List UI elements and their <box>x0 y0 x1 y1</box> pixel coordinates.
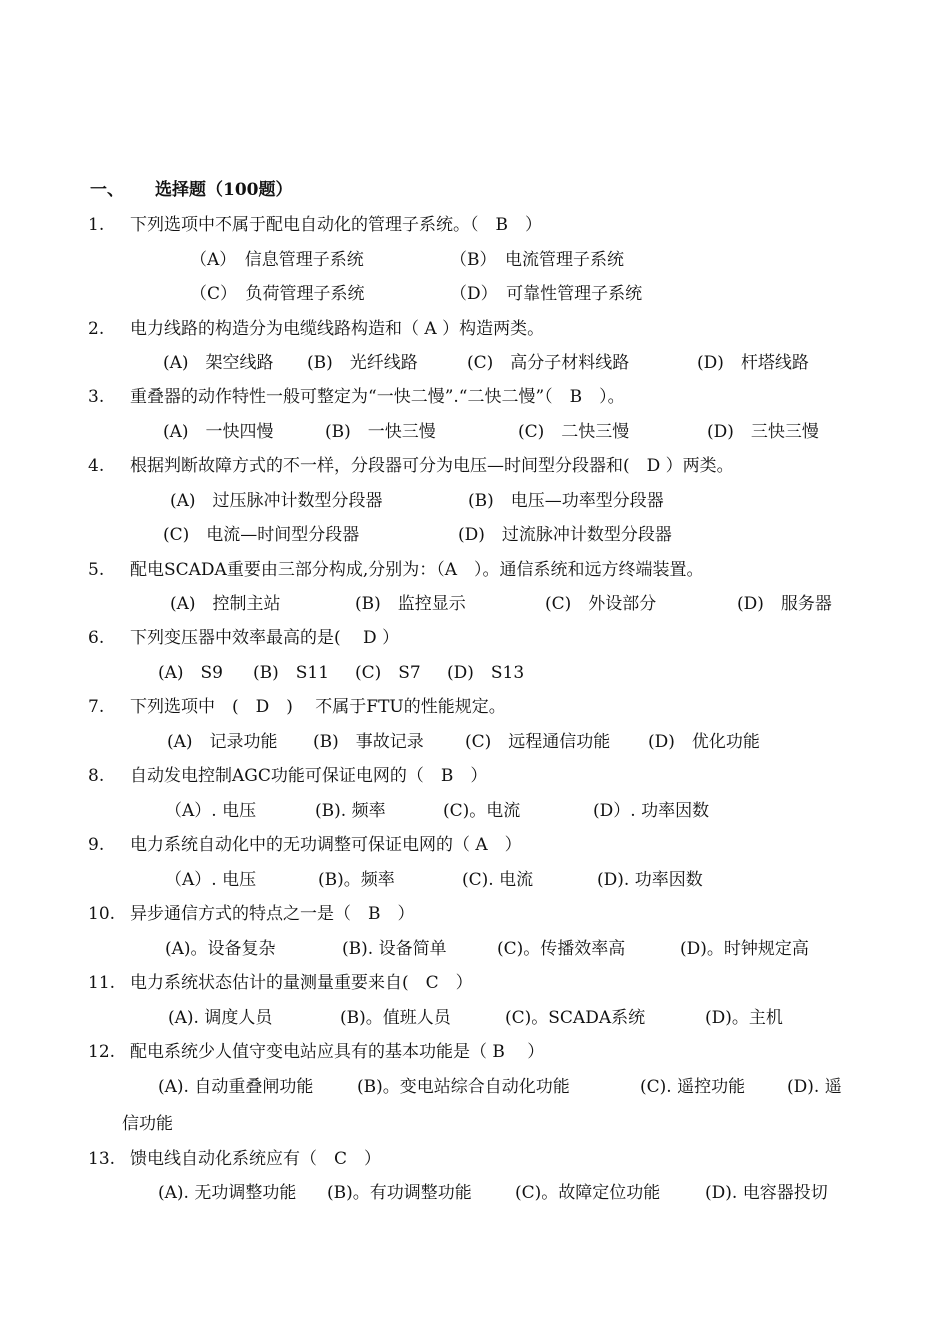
option-b: (B) 光纤线路 <box>307 353 418 373</box>
option-c: （C） 负荷管理子系统 <box>190 284 365 304</box>
option-a: (A). 调度人员 <box>168 1008 273 1028</box>
option-d: (D) 杆塔线路 <box>697 353 809 373</box>
question-text: 配电SCADA重要由三部分构成,分别为：（A ）。通信系统和远方终端装置。 <box>130 560 704 580</box>
option-c: (C) 二快三慢 <box>518 422 630 442</box>
option-d: (D) 三快三慢 <box>707 422 819 442</box>
option-d: (D). 电容器投切 <box>705 1183 828 1203</box>
option-a: (A) S9 <box>158 663 224 683</box>
option-continuation: 信功能 <box>122 1114 173 1134</box>
option-d: (D) 服务器 <box>737 594 832 614</box>
option-a: (A) 过压脉冲计数型分段器 <box>170 491 383 511</box>
option-b: (B) 监控显示 <box>355 594 466 614</box>
option-c: (C) S7 <box>355 663 421 683</box>
option-c: (C) 外设部分 <box>545 594 657 614</box>
question-number: 7. <box>88 697 105 717</box>
option-a: （A）. 电压 <box>165 801 257 821</box>
question-number: 4. <box>88 456 105 476</box>
question-text: 下列变压器中效率最高的是( D ） <box>130 628 400 648</box>
option-b: (B). 设备简单 <box>342 939 447 959</box>
option-b: (B) S11 <box>253 663 330 683</box>
option-a: （A）. 电压 <box>165 870 257 890</box>
question-number: 8. <box>88 766 105 786</box>
option-a: (A) 一快四慢 <box>163 422 274 442</box>
question-number: 13. <box>88 1149 116 1169</box>
option-d: (D) 过流脉冲计数型分段器 <box>458 525 672 545</box>
option-a: (A). 自动重叠闸功能 <box>158 1077 314 1097</box>
question-number: 9. <box>88 835 105 855</box>
question-text: 根据判断故障方式的不一样，分段器可分为电压—时间型分段器和( D ）两类。 <box>130 456 734 476</box>
option-c: (C) 高分子材料线路 <box>467 353 630 373</box>
question-number: 12. <box>88 1042 116 1062</box>
question-number: 2. <box>88 319 105 339</box>
question-number: 10. <box>88 904 116 924</box>
option-d: (D) 优化功能 <box>648 732 760 752</box>
option-b: (B) 电压—功率型分段器 <box>468 491 664 511</box>
question-text: 配电系统少人值守变电站应具有的基本功能是（ B ） <box>130 1042 545 1062</box>
question-text: 电力线路的构造分为电缆线路构造和（ A ）构造两类。 <box>130 319 545 339</box>
option-c: (C)。SCADA系统 <box>505 1008 646 1028</box>
question-text: 电力系统状态估计的量测量重要来自( C ） <box>130 973 473 993</box>
option-a: (A) 记录功能 <box>167 732 278 752</box>
option-d: (D) S13 <box>447 663 525 683</box>
option-d: (D). 遥 <box>787 1077 842 1097</box>
section-number: 一、 <box>90 180 124 200</box>
question-text: 下列选项中不属于配电自动化的管理子系统。（ B ） <box>130 215 542 235</box>
question-number: 1. <box>88 215 105 235</box>
option-a: (A) 架空线路 <box>163 353 274 373</box>
option-b: (B)。频率 <box>318 870 395 890</box>
option-b: (B)。有功调整功能 <box>327 1183 472 1203</box>
section-title: 选择题（100题） <box>155 180 293 200</box>
option-b: (B)。值班人员 <box>340 1008 451 1028</box>
option-b: (B). 频率 <box>315 801 386 821</box>
option-c: (C) 电流—时间型分段器 <box>163 525 360 545</box>
option-c: (C)。故障定位功能 <box>515 1183 661 1203</box>
option-a: (A) 控制主站 <box>170 594 281 614</box>
option-d: (D）. 功率因数 <box>593 801 710 821</box>
question-number: 3. <box>88 387 105 407</box>
question-number: 11. <box>88 973 116 993</box>
option-b: (B)。变电站综合自动化功能 <box>357 1077 570 1097</box>
option-a: (A)。设备复杂 <box>165 939 276 959</box>
option-d: (D). 功率因数 <box>597 870 703 890</box>
option-d: （D） 可靠性管理子系统 <box>450 284 643 304</box>
option-c: (C). 遥控功能 <box>640 1077 746 1097</box>
question-text: 重叠器的动作特性一般可整定为“一快二慢”.“二快二慢”（ B ）。 <box>130 387 625 407</box>
question-text: 馈电线自动化系统应有（ C ） <box>130 1149 382 1169</box>
question-text: 异步通信方式的特点之一是（ B ） <box>130 904 415 924</box>
option-b: (B) 事故记录 <box>313 732 424 752</box>
option-c: (C)。电流 <box>443 801 521 821</box>
question-number: 5. <box>88 560 105 580</box>
question-text: 电力系统自动化中的无功调整可保证电网的（ A ） <box>130 835 522 855</box>
option-c: (C). 电流 <box>462 870 534 890</box>
question-number: 6. <box>88 628 105 648</box>
option-d: (D)。时钟规定高 <box>680 939 809 959</box>
option-d: (D)。主机 <box>705 1008 783 1028</box>
option-a: (A). 无功调整功能 <box>158 1183 297 1203</box>
option-b: (B) 一快三慢 <box>325 422 436 442</box>
option-a: （A） 信息管理子系统 <box>190 250 364 270</box>
option-c: (C)。传播效率高 <box>497 939 626 959</box>
option-c: (C) 远程通信功能 <box>465 732 611 752</box>
option-b: （B） 电流管理子系统 <box>450 250 624 270</box>
question-text: 下列选项中 ( D ) 不属于FTU的性能规定。 <box>130 697 506 717</box>
question-text: 自动发电控制AGC功能可保证电网的（ B ） <box>130 766 488 786</box>
